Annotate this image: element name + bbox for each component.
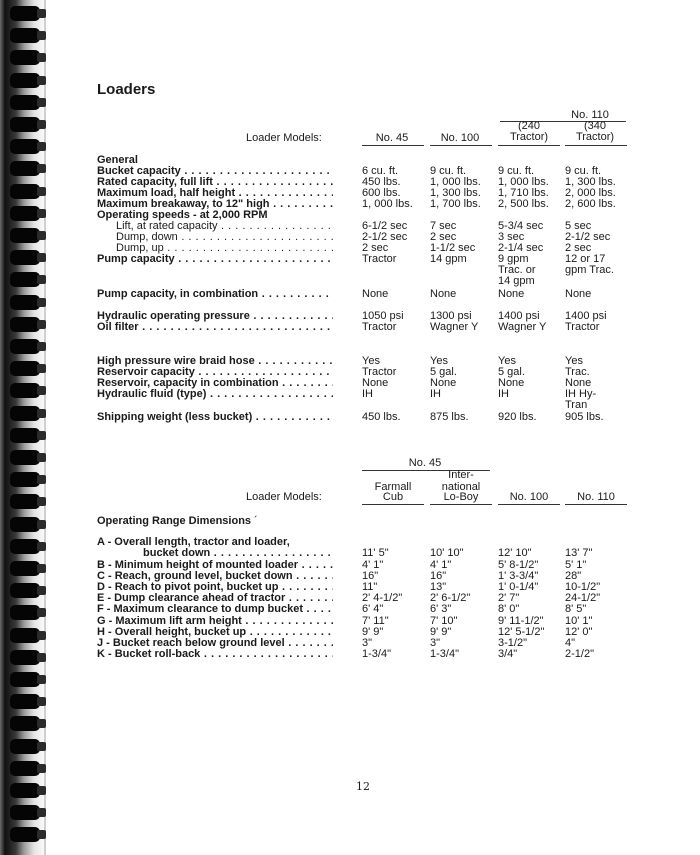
t1-col-rule	[498, 145, 560, 146]
row-label: A - Overall length, tractor and loader,	[97, 537, 290, 548]
binding-ring	[10, 317, 46, 332]
row-value: 7 sec	[430, 220, 457, 232]
row-value: None	[498, 288, 525, 300]
row-value: 3-1/2"	[498, 637, 527, 649]
row-label: Shipping weight (less bucket) . . .	[97, 412, 333, 423]
binding-ring	[10, 650, 46, 665]
row-value: 7' 10"	[430, 615, 458, 627]
binding-ring	[10, 161, 46, 176]
row-value: 1, 700 lbs.	[430, 198, 481, 210]
row-value: 2 sec	[362, 242, 389, 254]
row-value: 1400 psi	[498, 310, 540, 322]
row-value: 13"	[430, 581, 447, 593]
row-label: Reservoir capacity . . .	[97, 367, 333, 378]
row-value: 9 cu. ft.	[498, 165, 535, 177]
row-value: 2-1/2"	[565, 648, 594, 660]
binding-ring	[10, 783, 46, 798]
t1-models-label: Loader Models:	[246, 132, 322, 144]
binding-ring	[10, 494, 46, 509]
binding-ring	[10, 339, 46, 354]
t1-col-rule	[565, 145, 627, 146]
t1-col340-line1: (340	[583, 120, 607, 132]
binding-ring	[10, 517, 46, 532]
row-value: 1, 300 lbs.	[430, 187, 481, 199]
t1-col-rule	[362, 145, 424, 146]
row-value: 11' 5"	[362, 547, 389, 559]
row-value: 28"	[565, 570, 582, 582]
row-label: Pump capacity . . .	[97, 254, 333, 265]
row-label: bucket down . . .	[143, 548, 333, 559]
row-value: 6' 3"	[430, 603, 452, 615]
row-label: High pressure wire braid hose . . .	[97, 356, 333, 367]
row-value: Yes	[565, 355, 583, 367]
row-value: None	[430, 288, 457, 300]
binding-ring	[10, 250, 46, 265]
row-value: 7' 11"	[362, 615, 389, 627]
row-label: H - Overall height, bucket up . . .	[97, 627, 333, 638]
row-label: Reservoir, capacity in combination . . .	[97, 378, 333, 389]
row-label: C - Reach, ground level, bucket down . . .	[97, 571, 333, 582]
row-label: D - Reach to pivot point, bucket up . . .	[97, 582, 333, 593]
t1-col-rule	[430, 145, 492, 146]
row-value: 12' 10"	[498, 547, 532, 559]
binding-ring	[10, 428, 46, 443]
binding-ring	[10, 272, 46, 287]
binding-ring	[10, 672, 46, 687]
row-value: 6-1/2 sec	[362, 220, 408, 232]
row-label: Hydraulic operating pressure . . .	[97, 311, 333, 322]
binding-ring	[10, 117, 46, 132]
row-value: 1050 psi	[362, 310, 404, 322]
row-value: 1, 000 lbs.	[430, 176, 481, 188]
row-value: 12' 0"	[565, 626, 593, 638]
row-value: Wagner Y	[430, 321, 479, 333]
binding-ring	[10, 739, 46, 754]
row-value: 6' 4"	[362, 603, 384, 615]
row-value: 5' 8-1/2"	[498, 559, 539, 571]
row-label: E - Dump clearance ahead of tractor . . .	[97, 593, 333, 604]
binding-ring	[10, 361, 46, 376]
row-value: 1' 0-1/4"	[498, 581, 539, 593]
row-value: 9' 11-1/2"	[498, 615, 544, 627]
row-value: None	[362, 377, 389, 389]
row-label: Dump, up . . .	[116, 243, 333, 254]
row-value: 1' 3-3/4"	[498, 570, 539, 582]
binding-ring	[10, 206, 46, 221]
row-value: 4' 1"	[430, 559, 452, 571]
binding-ring	[10, 6, 46, 21]
t1-super-header: No. 110	[571, 109, 609, 121]
t2-col1-line2: Cub	[382, 491, 404, 503]
row-value: 2 sec	[565, 242, 592, 254]
row-value: 9 gpm	[498, 253, 529, 265]
row-value: Wagner Y	[498, 321, 547, 333]
row-value: 1300 psi	[430, 310, 472, 322]
row-label: Maximum breakaway, to 12" high . . .	[97, 199, 333, 210]
row-value: 10' 1"	[565, 615, 593, 627]
binding-ring	[10, 605, 46, 620]
row-label: Pump capacity, in combination . . .	[97, 289, 333, 300]
binding-ring	[10, 184, 46, 199]
row-value: 1-3/4"	[430, 648, 459, 660]
page-title: Loaders	[97, 81, 156, 98]
row-value: 10-1/2"	[565, 581, 601, 593]
binding-ring	[10, 761, 46, 776]
row-value: Trac. or	[498, 264, 536, 276]
row-label: F - Maximum clearance to dump bucket . . .	[97, 604, 333, 615]
t2-col-rule	[498, 504, 560, 505]
row-value: 5 sec	[565, 220, 592, 232]
row-value: Tractor	[362, 253, 397, 265]
row-value: IH Hy-	[565, 388, 597, 400]
binding-ring	[10, 295, 46, 310]
binding-ring	[10, 228, 46, 243]
binding-ring	[10, 716, 46, 731]
row-label: Maximum load, half height . . .	[97, 188, 333, 199]
t1-section-general: General	[97, 154, 138, 166]
binding-ring	[10, 450, 46, 465]
row-value: gpm Trac.	[565, 264, 614, 276]
row-value: 2' 4-1/2"	[362, 592, 403, 604]
binding-ring	[10, 73, 46, 88]
row-value: IH	[430, 388, 441, 400]
row-value: 8' 5"	[565, 603, 587, 615]
row-value: 9' 9"	[430, 626, 452, 638]
row-value: 5-3/4 sec	[498, 220, 544, 232]
t2-col2-line2: national	[441, 481, 481, 493]
row-value: Tractor	[362, 366, 397, 378]
row-value: None	[565, 377, 592, 389]
row-value: 1400 psi	[565, 310, 607, 322]
row-label: Operating speeds - at 2,000 RPM	[97, 210, 268, 221]
row-value: Yes	[430, 355, 448, 367]
row-value: 450 lbs.	[362, 176, 401, 188]
binding-ring	[10, 383, 46, 398]
row-value: IH	[362, 388, 373, 400]
row-value: 5 gal.	[498, 366, 525, 378]
row-value: Yes	[362, 355, 380, 367]
row-value: 6 cu. ft.	[362, 165, 399, 177]
row-value: 3"	[430, 637, 441, 649]
row-value: 3"	[362, 637, 373, 649]
row-value: None	[498, 377, 525, 389]
row-value: 14 gpm	[498, 275, 535, 287]
binding-ring	[10, 472, 46, 487]
row-value: 1, 000 lbs.	[362, 198, 413, 210]
row-value: Trac.	[565, 366, 590, 378]
row-value: 1-1/2 sec	[430, 242, 476, 254]
row-value: None	[362, 288, 389, 300]
row-value: 600 lbs.	[362, 187, 401, 199]
t1-col240-line1: (240	[517, 120, 541, 132]
row-value: None	[565, 288, 592, 300]
row-label: Oil filter . . .	[97, 322, 333, 333]
row-value: 16"	[362, 570, 379, 582]
t2-models-label: Loader Models:	[246, 491, 322, 503]
row-value: 2, 600 lbs.	[565, 198, 616, 210]
row-value: 2-1/2 sec	[565, 231, 611, 243]
t2-super-header: No. 45	[408, 457, 442, 469]
row-value: 12 or 17	[565, 253, 606, 265]
row-value: 9 cu. ft.	[430, 165, 467, 177]
t2-col-rule	[362, 504, 424, 505]
row-value: 3/4"	[498, 648, 518, 660]
binding-ring	[10, 50, 46, 65]
t2-col1-line1: Farmall	[374, 481, 412, 493]
page-number: 12	[356, 780, 370, 793]
binding-ring	[10, 539, 46, 554]
row-value: 875 lbs.	[430, 411, 469, 423]
row-value: 24-1/2"	[565, 592, 601, 604]
row-value: 3 sec	[498, 231, 525, 243]
binding-ring	[10, 583, 46, 598]
row-value: 2' 6-1/2"	[430, 592, 471, 604]
row-value: 12' 5-1/2"	[498, 626, 545, 638]
row-value: 2' 7"	[498, 592, 520, 604]
row-value: 450 lbs.	[362, 411, 401, 423]
row-value: 5 gal.	[430, 366, 457, 378]
row-value: 2, 500 lbs.	[498, 198, 549, 210]
row-label: Lift, at rated capacity . . .	[116, 221, 333, 232]
row-value: 905 lbs.	[565, 411, 604, 423]
row-value: 1, 300 lbs.	[565, 176, 616, 188]
row-value: 16"	[430, 570, 447, 582]
t2-col-rule	[430, 504, 492, 505]
binding-ring	[10, 406, 46, 421]
row-label: Dump, down . . .	[116, 232, 333, 243]
t1-col-no45: No. 45	[375, 132, 409, 144]
row-value: 1-3/4"	[362, 648, 391, 660]
row-value: 9 cu. ft.	[565, 165, 602, 177]
row-label: Hydraulic fluid (type) . . .	[97, 389, 333, 400]
t2-col2-line1: Inter-	[448, 469, 474, 481]
row-value: 2-1/2 sec	[362, 231, 408, 243]
row-label: K - Bucket roll-back . . .	[97, 649, 333, 660]
row-value: Tractor	[565, 321, 600, 333]
t2-col-no100: No. 100	[509, 491, 549, 503]
t1-col240-line2: Tractor)	[509, 131, 549, 143]
row-value: 10' 10"	[430, 547, 464, 559]
binding-ring	[10, 139, 46, 154]
row-value: 4"	[565, 637, 576, 649]
row-value: 4' 1"	[362, 559, 384, 571]
binding-ring	[10, 694, 46, 709]
row-value: IH	[498, 388, 509, 400]
row-label: J - Bucket reach below ground level . . .	[97, 638, 333, 649]
row-value: 2 sec	[430, 231, 457, 243]
row-value: 9' 9"	[362, 626, 384, 638]
row-value: 2, 000 lbs.	[565, 187, 616, 199]
binding-ring	[10, 28, 46, 43]
binding-ring	[10, 805, 46, 820]
row-value: 920 lbs.	[498, 411, 537, 423]
row-value: 13' 7"	[565, 547, 593, 559]
row-value: 14 gpm	[430, 253, 467, 265]
row-value: 1, 000 lbs.	[498, 176, 549, 188]
row-value: Yes	[498, 355, 516, 367]
row-value: 2-1/4 sec	[498, 242, 544, 254]
t2-col-no110: No. 110	[577, 491, 615, 503]
binding-ring	[10, 827, 46, 842]
row-label: Rated capacity, full lift . . .	[97, 177, 333, 188]
binding-ring	[10, 628, 46, 643]
row-value: Tran	[565, 399, 588, 411]
t1-col-no100: No. 100	[440, 132, 480, 144]
t2-col2-line3: Lo-Boy	[443, 491, 479, 503]
t2-section-operating-range: Operating Range Dimensions ´	[97, 515, 258, 527]
row-value: 5' 1"	[565, 559, 587, 571]
row-value: 1, 710 lbs.	[498, 187, 549, 199]
row-value: 8' 0"	[498, 603, 520, 615]
t2-col-rule	[565, 504, 627, 505]
row-value: Tractor	[362, 321, 397, 333]
row-label: Bucket capacity . . .	[97, 166, 333, 177]
row-label: G - Maximum lift arm height . . .	[97, 616, 333, 627]
binding-ring	[10, 561, 46, 576]
row-label: B - Minimum height of mounted loader . . .	[97, 560, 333, 571]
row-value: None	[430, 377, 457, 389]
t1-col340-line2: Tractor)	[575, 131, 615, 143]
row-value: 11"	[362, 581, 378, 593]
binding-ring	[10, 95, 46, 110]
